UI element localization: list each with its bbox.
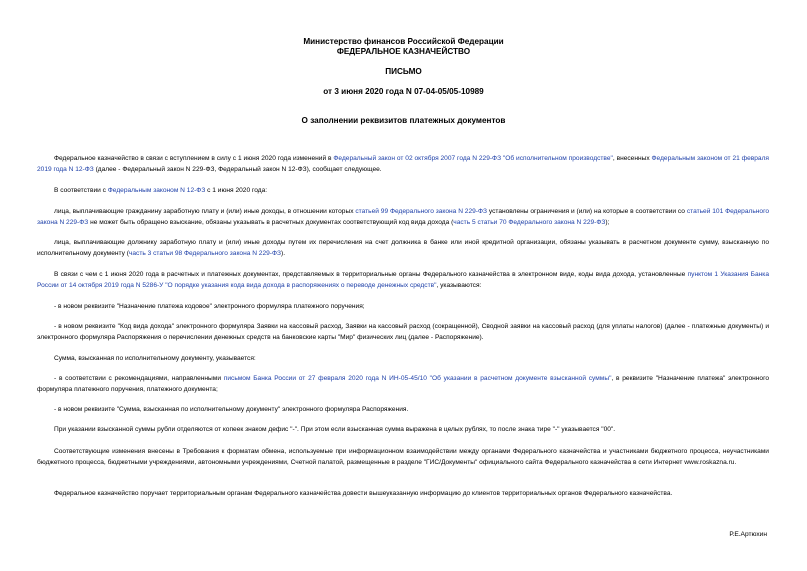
link-bank-of-russia-letter[interactable]: письмом Банка России от 27 февраля 2020 года N ИН-05-45/10 "Об указании в расчетном документе взысканной суммы" [223,375,612,382]
link-federal-law-12-short[interactable]: Федеральным законом N 12-ФЗ [107,187,206,194]
paragraph-intro: Федеральное казначейство в связи с вступлением в силу с 1 июня 2020 года изменений в Федеральный закон от 02 октября 2007 года N 229-ФЗ "Об исполнительном производстве", внесенных Федеральным законом от 21 февраля 2019 года N 12-ФЗ (далее - Федеральный закон N 229-ФЗ, Федеральный закон N 12-ФЗ), сообщает следующее. [37,155,770,173]
paragraph-format-requirements: Соответствующие изменения внесены в Требования к форматам обмена, используемые при информационном взаимодействии между органами Федерального казначейства и участниками бюджетного процесса, неучастниками бюджетного процесса, бюджетными учреждениями, автономными учреждениями, Счетной палатой, размещенные в разделе "ГИС/Документы" официального сайта Федерального казначейства в сети Интернет www.roskazna.ru. [37,448,769,466]
document-date-number: от 3 июня 2020 года N 07-04-05/05-10989 [323,87,484,96]
link-bank-of-russia-instruction[interactable]: пунктом 1 Указания Банка России от 14 октября 2019 года N 5286-У "О порядке указания кода вида дохода в распоряжениях о переводе денежных средств" [37,271,769,289]
ministry-name: Министерство финансов Российской Федерации [303,37,504,46]
link-federal-law-229[interactable]: Федеральный закон от 02 октября 2007 года N 229-ФЗ "Об исполнительном производстве" [333,155,613,162]
link-article-99[interactable]: статьей 99 Федерального закона N 229-ФЗ [355,208,487,215]
paragraph-instruction: Федеральное казначейство поручает территориальным органам Федерального казначейства довести вышеуказанную информацию до клиентов территориальных органов Федерального казначейства. [54,490,673,497]
document-type: ПИСЬМО [385,67,422,76]
paragraph-recommendations: - в соответствии с рекомендациями, направленными письмом Банка России от 27 февраля 2020 года N ИН-05-45/10 "Об указании в расчетном документе взысканной суммы", в реквизите "Назначение платежа" электронного формуляра платежного поручения, платежного документа; [37,375,769,393]
link-article-98[interactable]: часть 3 статьи 98 Федерального закона N 229-ФЗ [128,249,282,257]
link-federal-law-12[interactable]: Федеральным законом от 21 февраля 2019 года N 12-ФЗ [37,155,770,173]
paragraph-accordance: В соответствии с Федеральным законом N 12-ФЗ с 1 июня 2020 года: [54,187,268,194]
paragraph-income-type-code: - в новом реквизите "Код вида дохода" электронного формуляра Заявки на кассовый расход, Заявки на кассовый расход (сокращенной), Сводной заявки на кассовый расход (для уплаты налогов) (далее - платежные документы) и электронного формуляра Распоряжения о перечислении денежных средств на банковские карты "Мир" физических лиц (далее - Распоряжение). [37,323,769,341]
paragraph-rubles-kopecks: При указании взысканной суммы рубли отделяются от копеек знаком дефис "-". При этом если взысканная сумма выражена в целых рублях, то после знака тире "-" указывается "00". [54,426,616,433]
paragraph-debtor-payers: лица, выплачивающие должнику заработную плату и (или) иные доходы путем их перечисления на счет должника в банке или иной кредитной организации, обязаны указывать в расчетном документе сумму, взысканную по исполнительному документу (часть 3 статьи 98 Федерального закона N 229-ФЗ). [37,239,769,257]
paragraph-collected-sum: Сумма, взысканная по исполнительному документу, указывается: [54,355,256,362]
link-article-70[interactable]: часть 5 статьи 70 Федерального закона N 229-ФЗ [453,218,606,226]
paragraph-income-codes: В связи с чем с 1 июня 2020 года в расчетных и платежных документах, представляемых в территориальные органы Федерального казначейства в электронном виде, коды вида дохода, установленные пунктом 1 Указания Банка России от 14 октября 2019 года N 5286-У "О порядке указания кода вида дохода в распоряжениях о переводе денежных средств", указываются: [37,271,769,289]
agency-name: ФЕДЕРАЛЬНОЕ КАЗНАЧЕЙСТВО [336,47,471,56]
paragraph-payment-purpose-code: - в новом реквизите "Назначение платежа кодовое" электронного формуляра платежного поручения; [54,303,365,310]
document-subject: О заполнении реквизитов платежных документов [301,116,506,125]
paragraph-new-sum-field: - в новом реквизите "Сумма, взысканная по исполнительному документу" электронного формуляра Распоряжения. [54,406,409,413]
link-article-101[interactable]: статьей 101 Федерального закона N 229-ФЗ [37,208,770,226]
paragraph-income-payers: лица, выплачивающие гражданину заработную плату и (или) иные доходы, в отношении которых статьей 99 Федерального закона N 229-ФЗ установлены ограничения и (или) на которые в соответствии со статьей 101 Федерального закона N 229-ФЗ не может быть обращено взыскание, обязаны указывать в расчетных документах соответствующий код вида дохода (часть 5 статьи 70 Федерального закона N 229-ФЗ); [37,208,770,226]
signature: Р.Е.Артюхин [729,531,767,538]
